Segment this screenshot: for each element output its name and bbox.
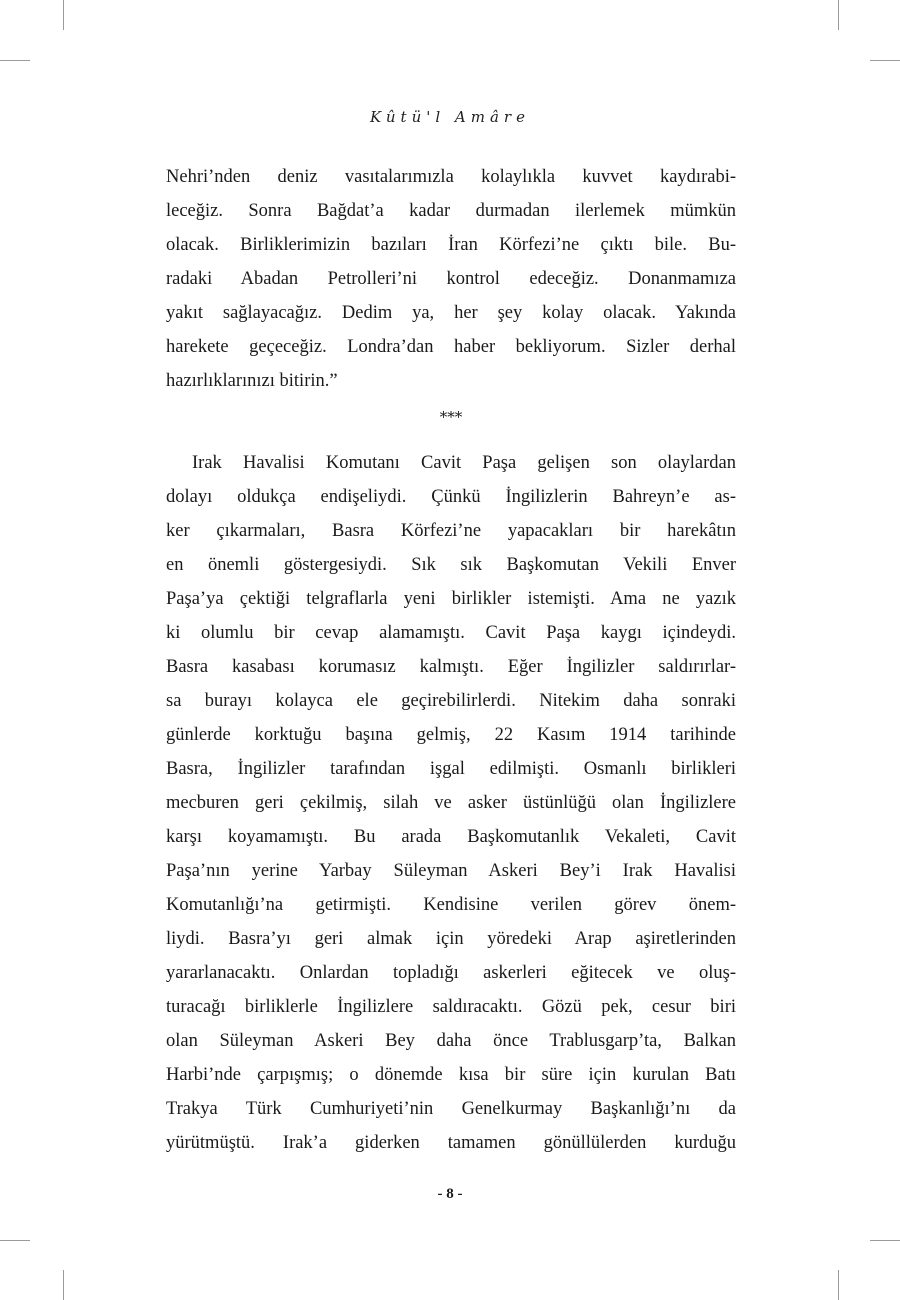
running-header: Kûtü'l Amâre: [370, 108, 530, 126]
text-line: Harbi’nde çarpışmış; o dönemde kısa bir süre için kurulan Batı: [166, 1065, 736, 1085]
text-line: radaki Abadan Petrolleri’ni kontrol edeceğiz. Donanmamıza: [166, 269, 736, 289]
text-line: turacağı birliklerle İngilizlere saldıracaktı. Gözü pek, cesur biri: [166, 997, 736, 1017]
text-line: karşı koyamamıştı. Bu arada Başkomutanlık Vekaleti, Cavit: [166, 827, 736, 847]
crop-mark: [870, 1240, 900, 1241]
text-line: Paşa’nın yerine Yarbay Süleyman Askeri Bey’i Irak Havalisi: [166, 861, 736, 881]
text-line: Komutanlığı’na getirmişti. Kendisine verilen görev önem-: [166, 895, 736, 915]
text-line: Basra kasabası korumasız kalmıştı. Eğer İngilizler saldırırlar-: [166, 657, 736, 677]
text-line: ker çıkarmaları, Basra Körfezi’ne yapacakları bir harekâtın: [166, 521, 736, 541]
text-line: Basra, İngilizler tarafından işgal edilmişti. Osmanlı birlikleri: [166, 759, 736, 779]
text-line: leceğiz. Sonra Bağdat’a kadar durmadan ilerlemek mümkün: [166, 201, 736, 221]
text-line: ki olumlu bir cevap alamamıştı. Cavit Paşa kaygı içindeydi.: [166, 623, 736, 643]
body-text: [166, 160, 736, 1160]
text-line: olan Süleyman Askeri Bey daha önce Trablusgarp’ta, Balkan: [166, 1031, 736, 1051]
paragraph-1: [166, 160, 736, 398]
text-line: en önemli göstergesiydi. Sık sık Başkomutan Vekili Enver: [166, 555, 736, 575]
page-number: - 8 -: [437, 1186, 463, 1202]
section-separator: ***: [439, 408, 463, 426]
text-line: hazırlıklarınızı bitirin.”: [166, 371, 338, 391]
text-line: yakıt sağlayacağız. Dedim ya, her şey kolay olacak. Yakında: [166, 303, 736, 323]
text-line: sa burayı kolayca ele geçirebilirlerdi. Nitekim daha sonraki: [166, 691, 736, 711]
text-line: Paşa’ya çektiği telgraflarla yeni birlikler istemişti. Ama ne yazık: [166, 589, 736, 609]
crop-mark: [0, 60, 30, 61]
crop-mark: [870, 60, 900, 61]
text-line: harekete geçeceğiz. Londra’dan haber bekliyorum. Sizler derhal: [166, 337, 736, 357]
text-line: dolayı oldukça endişeliydi. Çünkü İngilizlerin Bahreyn’e as-: [166, 487, 736, 507]
crop-mark: [63, 0, 64, 30]
crop-mark: [63, 1270, 64, 1300]
text-line: Nehri’nden deniz vasıtalarımızla kolaylıkla kuvvet kaydırabi-: [166, 167, 736, 187]
crop-mark: [838, 0, 839, 30]
text-line: liydi. Basra’yı geri almak için yöredeki Arap aşiretlerinden: [166, 929, 736, 949]
crop-mark: [0, 1240, 30, 1241]
text-line: Trakya Türk Cumhuriyeti’nin Genelkurmay Başkanlığı’nı da: [166, 1099, 736, 1119]
crop-mark: [838, 1270, 839, 1300]
text-line: olacak. Birliklerimizin bazıları İran Körfezi’ne çıktı bile. Bu-: [166, 235, 736, 255]
text-line: günlerde korktuğu başına gelmiş, 22 Kasım 1914 tarihinde: [166, 725, 736, 745]
text-line: yürütmüştü. Irak’a giderken tamamen gönüllülerden kurduğu: [166, 1133, 736, 1153]
paragraph-2: [166, 446, 736, 1160]
text-line: Irak Havalisi Komutanı Cavit Paşa gelişen son olaylardan: [192, 453, 736, 473]
text-line: yararlanacaktı. Onlardan topladığı askerleri eğitecek ve oluş-: [166, 963, 736, 983]
text-line: mecburen geri çekilmiş, silah ve asker üstünlüğü olan İngilizlere: [166, 793, 736, 813]
